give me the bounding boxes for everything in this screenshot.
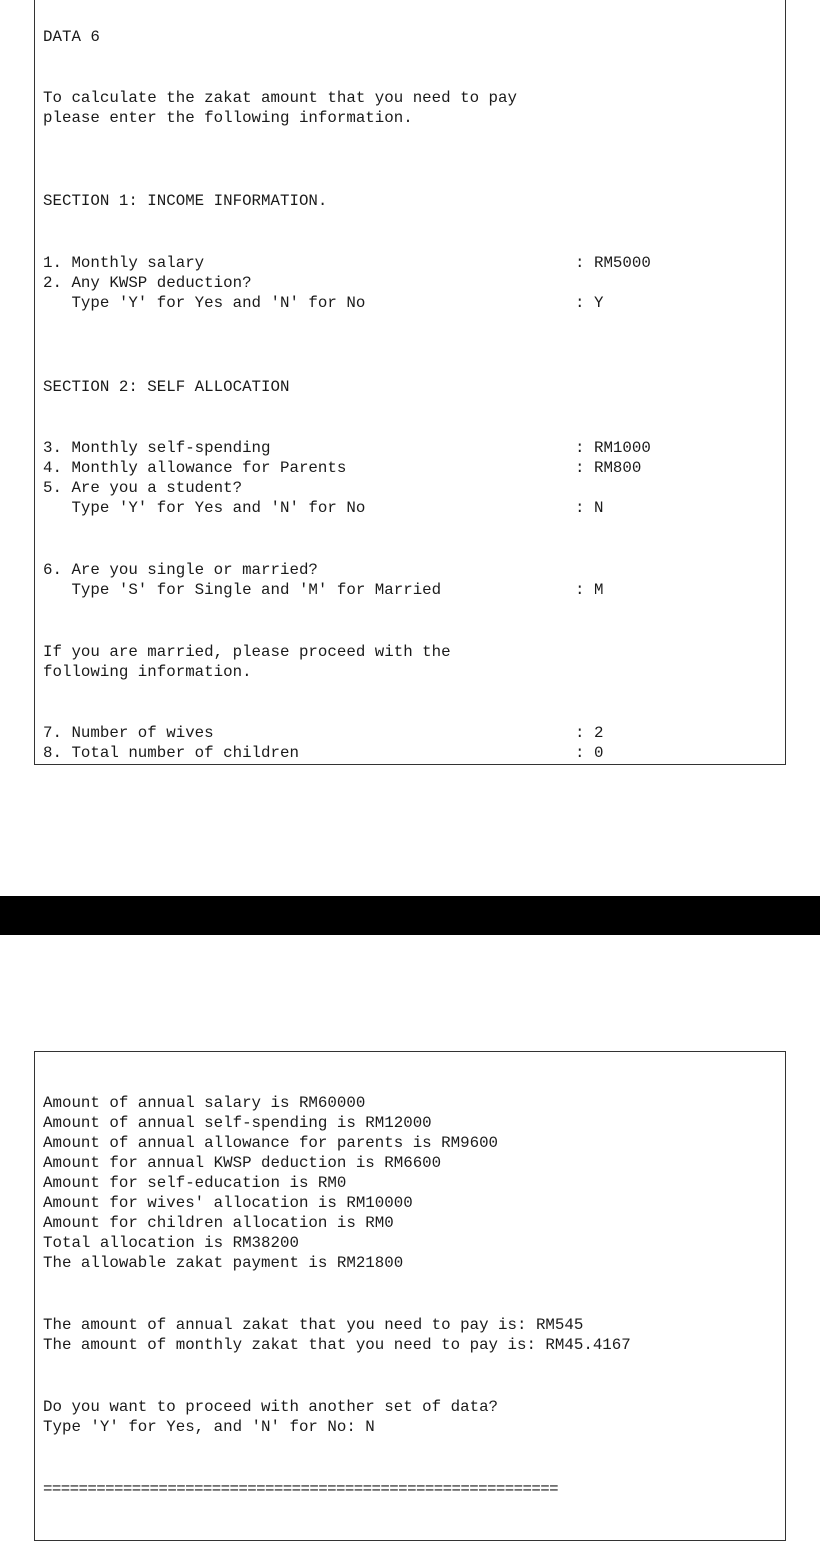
result-children-allocation: Amount for children allocation is RM0 (43, 1214, 394, 1232)
q2-hint: Type 'Y' for Yes and 'N' for No (43, 294, 366, 312)
q5-label: 5. Are you a student? (43, 479, 243, 497)
proceed-question: Do you want to proceed with another set of data? (43, 1398, 499, 1416)
result-parents-allowance: Amount of annual allowance for parents is RM9600 (43, 1134, 499, 1152)
q1-label: 1. Monthly salary (43, 254, 205, 272)
console-output-panel (34, 1051, 786, 1541)
result-self-spending: Amount of annual self-spending is RM12000 (43, 1114, 432, 1132)
proceed-prompt: Type 'Y' for Yes, and 'N' for No: N (43, 1418, 375, 1436)
q2-label: 2. Any KWSP deduction? (43, 274, 252, 292)
data-set-label: DATA 6 (43, 28, 100, 46)
q6-answer: : M (575, 581, 604, 599)
q7-answer: : 2 (575, 724, 604, 742)
intro-line-1: To calculate the zakat amount that you need to pay (43, 89, 517, 107)
result-kwsp-deduction: Amount for annual KWSP deduction is RM6600 (43, 1154, 442, 1172)
q7-label: 7. Number of wives (43, 724, 214, 742)
q3-answer: : RM1000 (575, 439, 651, 457)
monthly-zakat-line: The amount of monthly zakat that you need to pay is: RM45.4167 (43, 1336, 631, 1354)
q8-label: 8. Total number of children (43, 744, 299, 762)
separator-line: ========================================================== (43, 1480, 559, 1498)
q5-answer: : N (575, 499, 604, 517)
q6-label: 6. Are you single or married? (43, 561, 318, 579)
q4-label: 4. Monthly allowance for Parents (43, 459, 347, 477)
console-input-panel (34, 0, 786, 765)
section-2-heading: SECTION 2: SELF ALLOCATION (43, 378, 290, 396)
annual-zakat-line: The amount of annual zakat that you need to pay is: RM545 (43, 1316, 584, 1334)
q4-answer: : RM800 (575, 459, 642, 477)
q5-hint: Type 'Y' for Yes and 'N' for No (43, 499, 366, 517)
result-annual-salary: Amount of annual salary is RM60000 (43, 1094, 366, 1112)
married-note-line-2: following information. (43, 663, 252, 681)
married-note-line-1: If you are married, please proceed with the (43, 643, 451, 661)
result-total-allocation: Total allocation is RM38200 (43, 1234, 299, 1252)
result-allowable-zakat: The allowable zakat payment is RM21800 (43, 1254, 404, 1272)
black-divider-bar (0, 896, 820, 935)
result-self-education: Amount for self-education is RM0 (43, 1174, 347, 1192)
q3-label: 3. Monthly self-spending (43, 439, 271, 457)
intro-line-2: please enter the following information. (43, 109, 413, 127)
q1-answer: : RM5000 (575, 254, 651, 272)
q6-hint: Type 'S' for Single and 'M' for Married (43, 581, 442, 599)
result-wives-allocation: Amount for wives' allocation is RM10000 (43, 1194, 413, 1212)
q8-answer: : 0 (575, 744, 604, 762)
section-1-heading: SECTION 1: INCOME INFORMATION. (43, 192, 328, 210)
q2-answer: : Y (575, 294, 604, 312)
